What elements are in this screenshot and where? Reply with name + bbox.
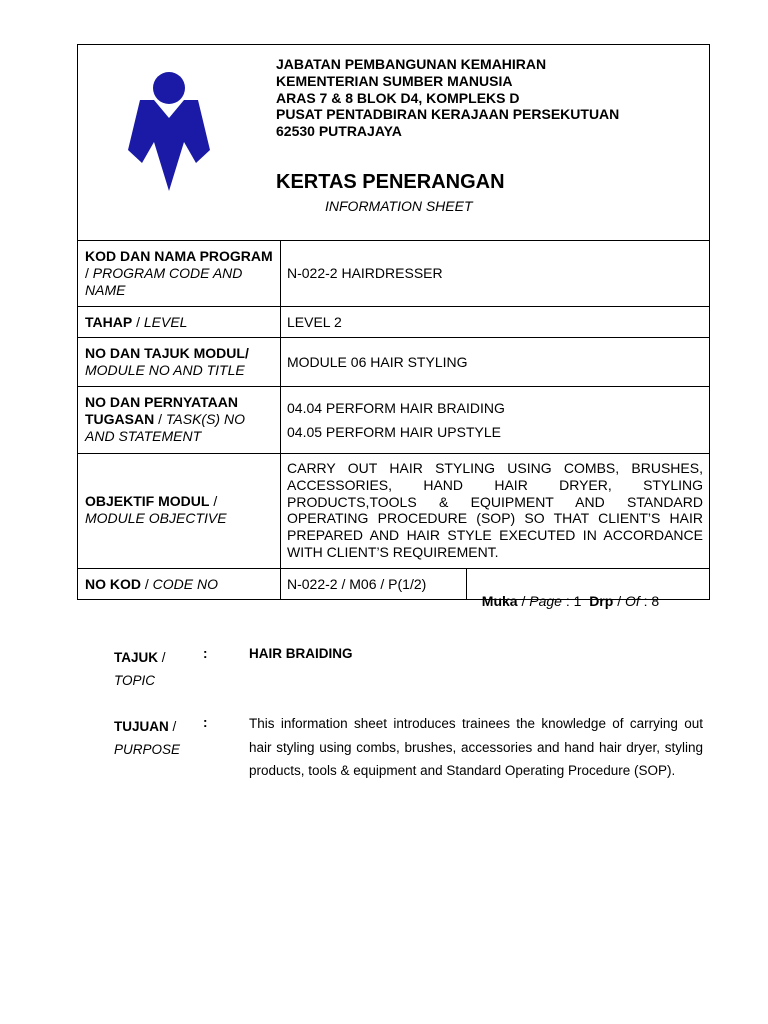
document-subtitle: INFORMATION SHEET [325, 198, 473, 214]
row-rule-5 [77, 568, 710, 569]
topic-value: HAIR BRAIDING [249, 646, 353, 661]
level-value: LEVEL 2 [287, 314, 342, 330]
logo-icon [124, 70, 214, 194]
table-top-rule [77, 240, 710, 241]
purpose-colon: : [203, 715, 208, 730]
purpose-label: TUJUAN / PURPOSE [114, 719, 181, 757]
row-rule-1 [77, 306, 710, 307]
agency-line: 62530 PUTRAJAYA [276, 123, 402, 140]
column-rule [280, 240, 281, 600]
level-label: TAHAP / LEVEL [85, 314, 188, 330]
agency-address [276, 56, 619, 140]
page-column-rule [466, 568, 467, 600]
agency-line: PUSAT PENTADBIRAN KERAJAAN PERSEKUTUAN [276, 106, 620, 123]
program-value: N-022-2 HAIRDRESSER [287, 265, 443, 281]
tasks-label: NO DAN PERNYATAAN TUGASAN / TASK(S) NO AND STATEMENT [85, 394, 245, 444]
program-label: KOD DAN NAMA PROGRAM / PROGRAM CODE AND NAME [85, 248, 273, 298]
module-value: MODULE 06 HAIR STYLING [287, 354, 468, 370]
purpose-value: This information sheet introduces trainees the knowledge of carrying out hair styling using combs, brushes, accessories and hand hair dryer, styling products, tools & equipment and Standard Operating Procedure (SOP). [249, 716, 703, 778]
agency-line: ARAS 7 & 8 BLOK D4, KOMPLEKS D [276, 89, 520, 106]
agency-line: JABATAN PEMBANGUNAN KEMAHIRAN [276, 56, 547, 72]
page-count: Muka / Page : 1 Drp / Of : 8 [481, 592, 660, 609]
code-value: N-022-2 / M06 / P(1/2) [287, 576, 427, 592]
topic-label: TAJUK / TOPIC [114, 650, 166, 688]
task-statement: 04.05 PERFORM HAIR UPSTYLE [287, 424, 501, 440]
topic-colon: : [203, 646, 208, 661]
row-rule-3 [77, 386, 710, 387]
module-label: NO DAN TAJUK MODUL/ MODULE NO AND TITLE [85, 345, 249, 378]
objective-value: CARRY OUT HAIR STYLING USING COMBS, BRUSHES, ACCESSORIES, HAND HAIR DRYER, STYLING PRODUCTS,TOOLS & EQUIPMENT AND STANDARD OPERATING PROCEDURE (SOP) SO THAT CLIENT’S HAIR PREPARED AND HAIR STYLE EXECUTED IN ACCORDANCE WITH CLIENT’S REQUIREMENT. [287, 460, 703, 560]
row-rule-4 [77, 453, 710, 454]
agency-line: KEMENTERIAN SUMBER MANUSIA [276, 72, 513, 89]
code-label: NO KOD / CODE NO [85, 576, 219, 592]
row-rule-2 [77, 337, 710, 338]
document-title: KERTAS PENERANGAN [276, 171, 505, 193]
task-statement: 04.04 PERFORM HAIR BRAIDING [287, 400, 505, 416]
objective-label: OBJEKTIF MODUL / MODULE OBJECTIVE [85, 493, 227, 526]
